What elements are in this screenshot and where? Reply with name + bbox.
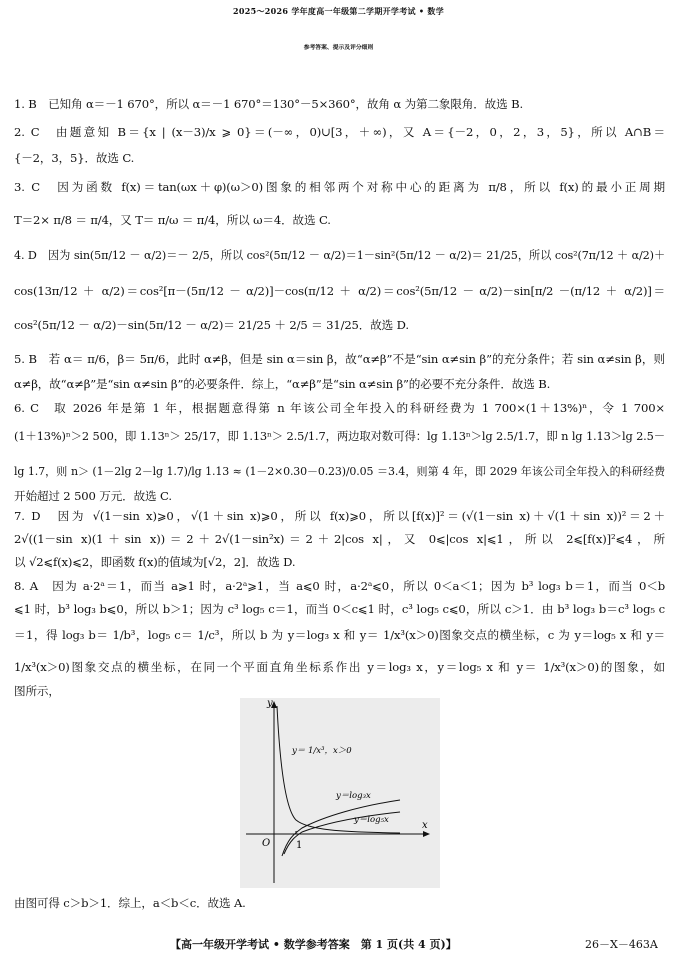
answer-4-line-2: cos(13π/12 ＋ α/2)＝cos²[π－(5π/12 － α/2)]－cos(π/12 ＋ α/2)＝cos²(5π/12 － α/2)－sin[π/2 －(π/12 ＋ α/2)]＝ xyxy=(14,284,665,298)
answer-2-line-1: 2. C 由题意知 B＝{x | (x－3)/x ⩾ 0}＝(－∞，0)∪[3，＋∞)，又 A＝{－2，0，2，3，5}，所以 A∩B＝ xyxy=(14,125,665,139)
page-title: 2025～2026 学年度高一年级第二学期开学考试 • 数学 xyxy=(233,6,444,16)
page-subtitle: 参考答案、提示及评分细则 xyxy=(303,45,374,51)
answer-5-line-2: α≠β，故“α≠β”是“sin α≠sin β”的必要条件．综上，“α≠β”是“sin α≠sin β”的必要不充分条件．故选 B. xyxy=(14,377,551,391)
answer-8-line-2: ⩽1 时，b³ log₃ b⩽0，所以 b＞1；因为 c³ log₅ c＝1，而当 0＜c⩽1 时，c³ log₅ c⩽0，所以 c＞1．由 b³ log₃ b＝c³ log₅ c xyxy=(14,602,665,616)
answer-3-line-1: 3. C 因为函数 f(x)＝tan(ωx＋φ)(ω＞0)图象的相邻两个对称中心的距离为 π/8，所以 f(x)的最小正周期 xyxy=(14,180,665,194)
answer-3-line-2: T＝2× π/8 ＝ π/4，又 T＝ π/ω ＝ π/4，所以 ω＝4．故选 C. xyxy=(14,213,331,227)
x-axis-label: x xyxy=(422,820,428,831)
answer-7-line-3: 以 √2⩽f(x)⩽2，即函数 f(x)的值域为[√2，2]．故选 D. xyxy=(14,555,296,569)
y-axis-label: y xyxy=(267,698,273,709)
answer-4-line-3: cos²(5π/12 － α/2)－sin(5π/12 － α/2)＝ 21/25 ＋ 2/5 ＝ 31/25．故选 D. xyxy=(14,318,409,332)
curve-reciprocal-cube-label: y＝ 1/x³，x＞0 xyxy=(292,746,352,756)
curve-log-base-5-label: y＝log₅x xyxy=(354,815,389,825)
answer-6-line-3: lg 1.7，则 n＞ (1－2lg 2－lg 1.7)/lg 1.13 ≈ (1－2×0.30－0.23)/0.05 ＝3.4，则第 4 年，即 2029 年该公司全年投入的科研经费 xyxy=(14,465,665,478)
answer-8-line-3: ＝1，得 log₃ b＝ 1/b³，log₅ c＝ 1/c³，所以 b 为 y＝log₃ x 和 y＝ 1/x³(x＞0)图象交点的横坐标，c 为 y＝log₅ x 和 y＝ xyxy=(14,628,665,642)
answer-6-line-1: 6. C 取 2026 年是第 1 年，根据题意得第 n 年该公司全年投入的科研经费为 1 700×(1＋13%)ⁿ，令 1 700× xyxy=(14,401,665,415)
answer-6-line-4: 开始超过 2 500 万元．故选 C. xyxy=(14,489,172,503)
answer-1-line-1: 1. B 已知角 α＝－1 670°，所以 α＝－1 670°＝130°－5×360°，故角 α 为第二象限角．故选 B. xyxy=(14,97,523,111)
answer-5-line-1: 5. B 若 α＝ π/6，β＝ 5π/6，此时 α≠β，但是 sin α＝sin β，故“α≠β”不是“sin α≠sin β”的充分条件；若 sin α≠sin β，则 xyxy=(14,352,665,366)
answer-4-line-1: 4. D 因为 sin(5π/12 － α/2)＝－ 2/5，所以 cos²(5π/12 － α/2)＝1－sin²(5π/12 － α/2)＝ 21/25，所以 cos²(7π/12 ＋ α/2)＋ xyxy=(14,249,665,262)
answer-6-line-2: (1＋13%)ⁿ＞2 500，即 1.13ⁿ＞ 25/17，即 1.13ⁿ＞ 2.5/1.7，两边取对数可得：lg 1.13ⁿ＞lg 2.5/1.7，即 n lg 1.13＞lg 2.5－ xyxy=(14,429,665,443)
answer-8-line-1: 8. A 因为 a·2ᵃ＝1，而当 a⩾1 时，a·2ᵃ⩾1，当 a⩽0 时，a·2ᵃ⩽0，所以 0＜a＜1；因为 b³ log₃ b＝1，而当 0＜b xyxy=(14,579,665,593)
answer-7-line-1: 7. D 因为 √(1－sin x)⩾0，√(1＋sin x)⩾0，所以 f(x)⩾0，所以[f(x)]²＝(√(1－sin x)＋√(1＋sin x))²＝2＋ xyxy=(14,509,665,523)
tick-one-label: 1 xyxy=(296,840,303,851)
curve-log-base-3-label: y＝log₃x xyxy=(336,791,371,801)
answer-8-line-5: 图所示， xyxy=(14,684,60,698)
origin-label: O xyxy=(262,838,271,849)
answer-2-line-2: {－2，3，5}．故选 C. xyxy=(14,151,135,165)
page-footer: 【高一年级开学考试 • 数学参考答案 第 1 页(共 4 页)】 xyxy=(170,938,457,951)
function-graph-figure xyxy=(240,698,440,888)
answer-7-line-2: 2√((1－sin x)(1＋sin x))＝2＋2√(1－sin²x)＝2＋2|cos x|，又 0⩽|cos x|⩽1，所以 2⩽[f(x)]²⩽4，所 xyxy=(14,532,665,546)
document-code: 26－X－463A xyxy=(585,938,658,951)
answer-8-line-4: 1/x³(x＞0)图象交点的横坐标，在同一个平面直角坐标系作出 y＝log₃ x，y＝log₅ x 和 y＝ 1/x³(x＞0)的图象，如 xyxy=(14,660,665,674)
answer-8-conclusion: 由图可得 c＞b＞1．综上，a＜b＜c．故选 A. xyxy=(14,896,246,910)
